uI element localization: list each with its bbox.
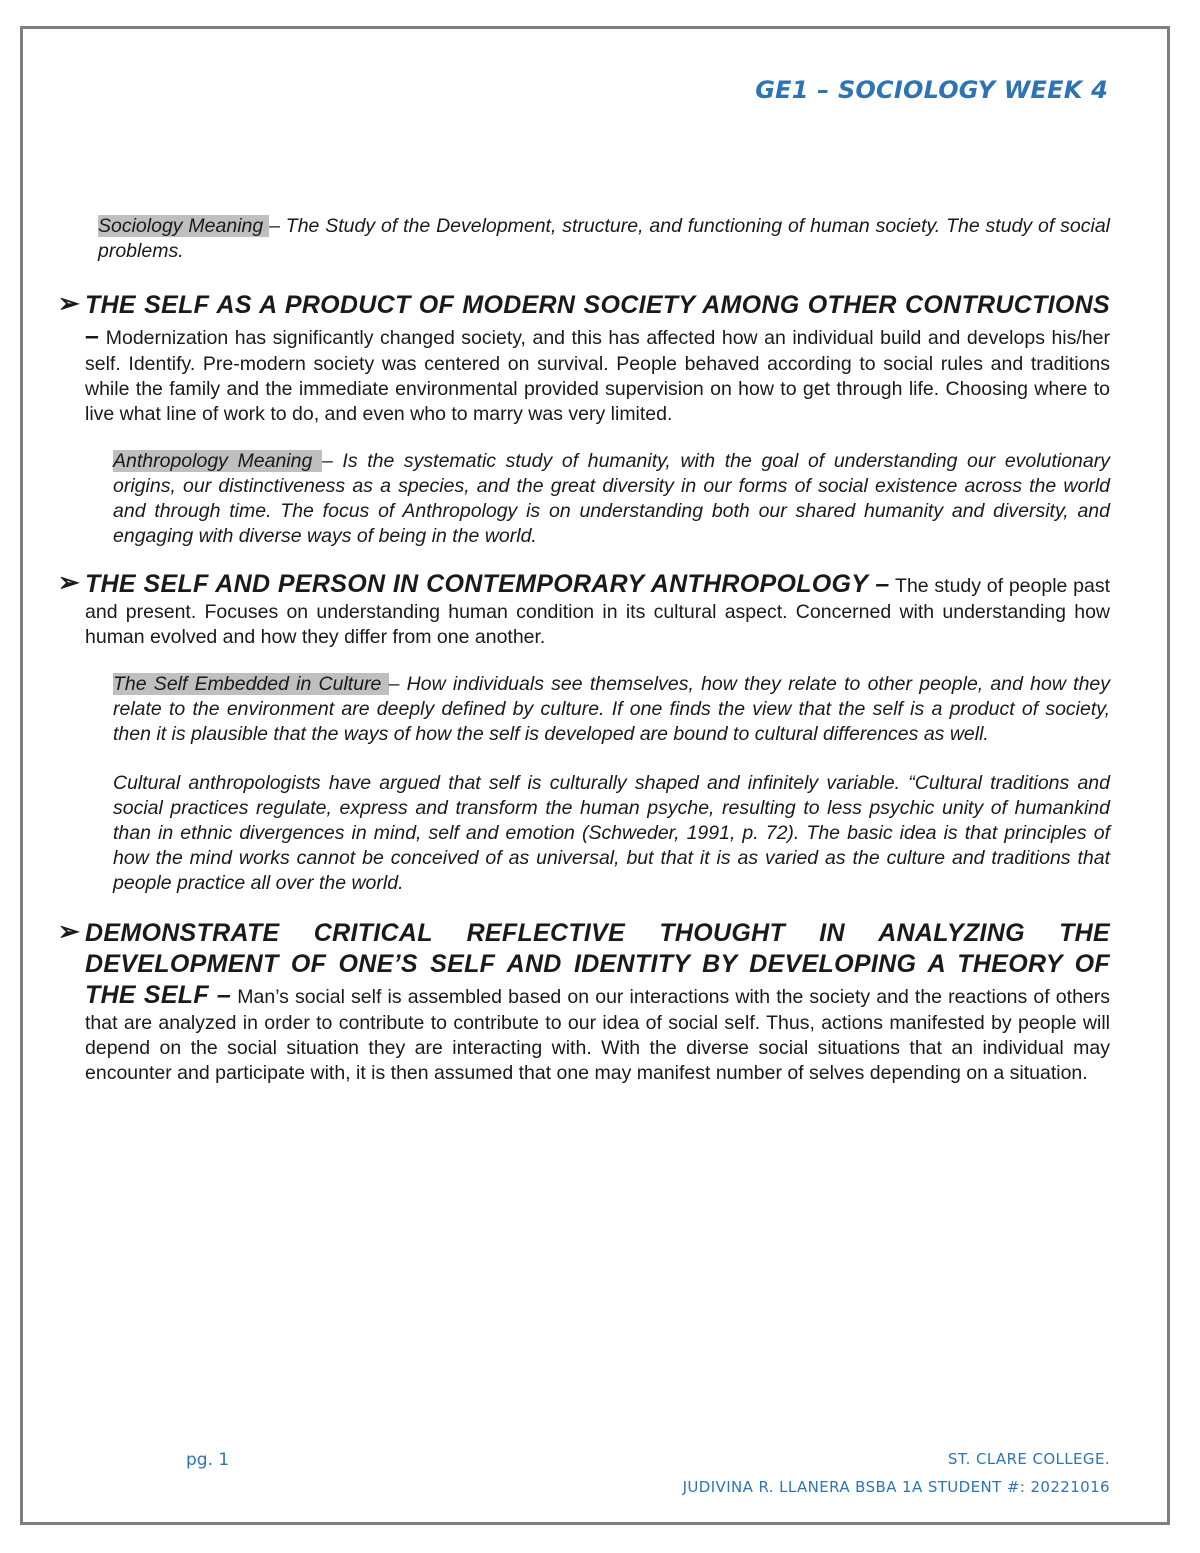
section-title: THE SELF AS A PRODUCT OF MODERN SOCIETY AMONG OTHER CONTRUCTIONS – <box>85 291 1110 350</box>
page-title: GE1 – SOCIOLOGY WEEK 4 <box>755 76 1108 104</box>
document-body <box>58 214 1110 1086</box>
sociology-text: – The Study of the Development, structure, and functioning of human society. The study of social problems. <box>98 215 1111 262</box>
section-contemporary-anthropology <box>58 569 1110 650</box>
anthropology-definition <box>113 449 1110 549</box>
sociology-definition <box>98 214 1110 264</box>
culture-text: – How individuals see themselves, how they relate to other people, and how they relate to the environment are deeply defined by culture. If one finds the view that the self is a product of society, then it is plausible that the ways of how the self is developed are bound to cultural differences as well. <box>113 673 1111 745</box>
section-critical-reflective-thought <box>58 918 1110 1086</box>
section-modern-society <box>58 290 1110 427</box>
section-title: DEMONSTRATE CRITICAL REFLECTIVE THOUGHT IN ANALYZING THE DEVELOPMENT OF ONE’S SELF AND IDENTITY BY DEVELOPING A THEORY OF THE SELF – <box>85 919 1110 1009</box>
arrow-bullet-icon: ➢ <box>58 288 80 318</box>
section-body: The study of people past and present. Focuses on understanding human condition in its cultural aspect. Concerned with understanding how human evolved and how they differ from one another. <box>85 575 1111 648</box>
section-title: THE SELF AND PERSON IN CONTEMPORARY ANTHROPOLOGY – <box>85 570 890 598</box>
cultural-anthropologists-paragraph: Cultural anthropologists have argued that self is culturally shaped and infinitely variable. “Cultural traditions and social practices regulate, express and transform the human psyche, resulting to less psychic unity of humankind than in ethnic divergences in mind, self and emotion (Schweder, 1991, p. 72). The basic idea is that principles of how the mind works cannot be conceived of as universal, but that it is as varied as the culture and traditions that people practice all over the world. <box>113 772 1110 894</box>
footer-school: ST. CLARE COLLEGE. <box>947 1450 1110 1468</box>
anthropology-term: Anthropology Meaning <box>113 450 322 472</box>
section-body: Man’s social self is assembled based on our interactions with the society and the reactions of others that are analyzed in order to contribute to contribute to our idea of social self. Thus, actions manifested by people will depend on the social situation they are interacting with. With the diverse social situations that an individual may encounter and participate with, it is then assumed that one may manifest number of selves depending on a situation. <box>85 986 1111 1084</box>
section-body: Modernization has significantly changed society, and this has affected how an individual build and develops his/her self. Identify. Pre-modern society was centered on survival. People behaved according to social rules and traditions while the family and the immediate environmental provided supervision on how to get through life. Choosing where to live what line of work to do, and even who to marry was very limited. <box>85 327 1110 425</box>
anthropology-text: – Is the systematic study of humanity, with the goal of understanding our evolutionary origins, our distinctiveness as a species, and the great diversity in our forms of social existence across the world and through time. The focus of Anthropology is on understanding both our shared humanity and diversity, and engaging with diverse ways of being in the world. <box>113 450 1110 547</box>
arrow-bullet-icon: ➢ <box>58 916 80 946</box>
page-number: pg. 1 <box>186 1450 230 1470</box>
culture-definition <box>113 672 1110 747</box>
culture-term: The Self Embedded in Culture <box>113 673 389 695</box>
sociology-term: Sociology Meaning <box>98 215 270 237</box>
footer-student-info: JUDIVINA R. LLANERA BSBA 1A STUDENT #: 20221016 <box>682 1478 1110 1496</box>
arrow-bullet-icon: ➢ <box>58 567 80 597</box>
